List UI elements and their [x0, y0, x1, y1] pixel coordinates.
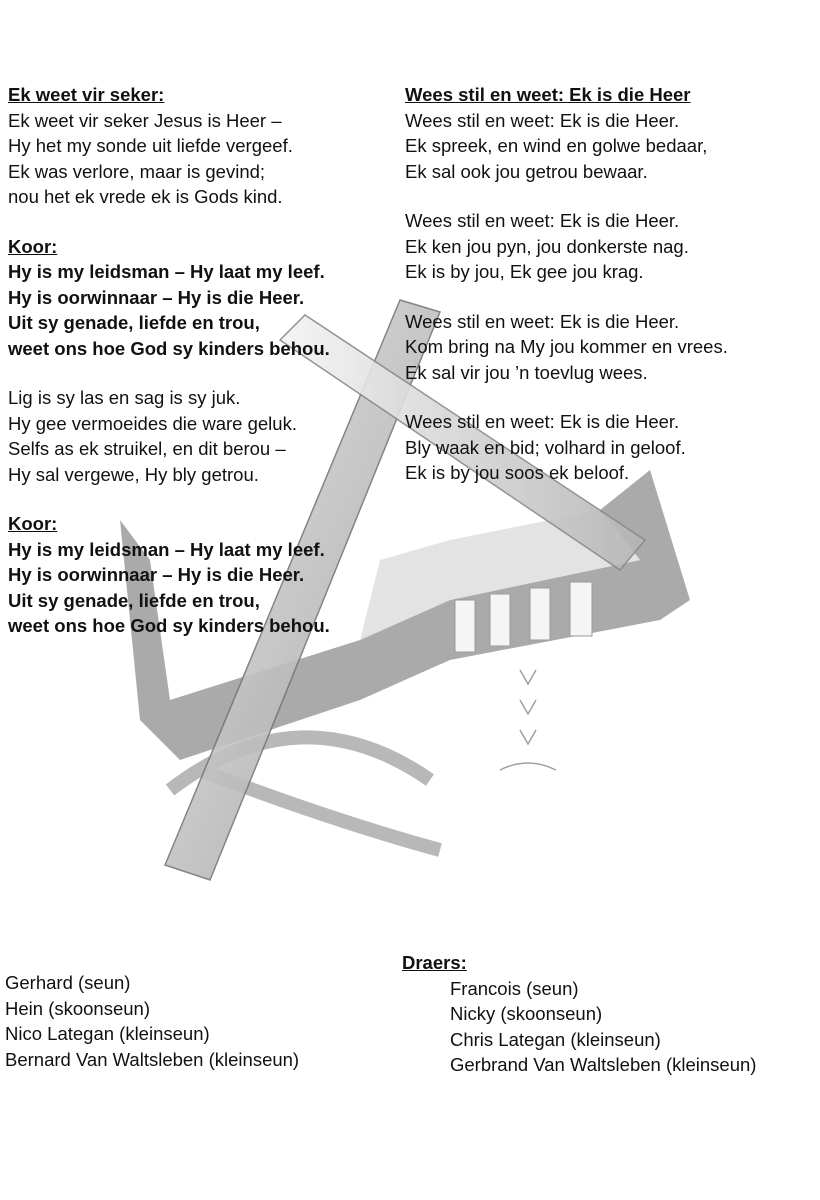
lyric-line: nou het ek vrede ek is Gods kind. — [8, 186, 283, 207]
chorus-line: Uit sy genade, liefde en trou, — [8, 589, 260, 611]
lyric-line: Ek is by jou, Ek gee jou krag. — [405, 261, 644, 282]
lyric-line: Ek weet vir seker Jesus is Heer – — [8, 109, 282, 131]
lyric-line: Ek spreek, en wind en golwe bedaar, — [405, 135, 708, 156]
chorus-line: Hy is my leidsman – Hy laat my leef. — [8, 538, 325, 560]
stanza-2 — [405, 208, 728, 285]
chorus-line: Uit sy genade, liefde en trou, — [8, 312, 260, 333]
chorus-line: weet ons hoe God sy kinders behou. — [8, 615, 330, 636]
verse-1 — [8, 108, 330, 210]
song-title-right: Wees stil en weet: Ek is die Heer — [405, 84, 691, 105]
bearers-title: Draers: — [402, 952, 467, 973]
family-name: Gerhard (seun) — [5, 972, 131, 993]
candle-shape — [455, 600, 475, 652]
lyric-line: Bly waak en bid; volhard in geloof. — [405, 436, 686, 458]
verse-2 — [8, 385, 330, 487]
chorus-line: weet ons hoe God sy kinders behou. — [8, 337, 330, 359]
lyric-line: Ek is by jou soos ek beloof. — [405, 462, 630, 483]
family-name: Nico Lategan (kleinseun) — [5, 1023, 210, 1044]
song-title-left: Ek weet vir seker: — [8, 84, 165, 105]
lyric-line: Ek was verlore, maar is gevind; — [8, 160, 266, 182]
family-name: Hein (skoonseun) — [5, 997, 150, 1019]
left-song — [8, 82, 330, 639]
lyric-line: Hy gee vermoeides die ware geluk. — [8, 412, 297, 434]
lyric-line: Wees stil en weet: Ek is die Heer. — [405, 411, 680, 432]
family-list — [5, 970, 299, 1072]
lyric-line: Ek sal vir jou ’n toevlug wees. — [405, 361, 648, 383]
lyric-line: Wees stil en weet: Ek is die Heer. — [405, 210, 680, 231]
lyric-line: Wees stil en weet: Ek is die Heer. — [405, 109, 680, 131]
chorus-2 — [8, 537, 330, 639]
chorus-label: Koor: — [8, 235, 58, 257]
bearer-name: Chris Lategan (kleinseun) — [450, 1028, 661, 1050]
chorus-line: Hy is oorwinnaar – Hy is die Heer. — [8, 286, 305, 308]
bearers-section — [402, 950, 756, 1078]
chorus-1 — [8, 259, 330, 361]
lyric-line: Wees stil en weet: Ek is die Heer. — [405, 310, 680, 332]
bearer-name: Nicky (skoonseun) — [450, 1003, 603, 1024]
family-name: Bernard Van Waltsleben (kleinseun) — [5, 1048, 300, 1070]
chorus-line: Hy is oorwinnaar – Hy is die Heer. — [8, 564, 305, 585]
stanza-4 — [405, 409, 728, 486]
chorus-line: Hy is my leidsman – Hy laat my leef. — [8, 261, 325, 282]
lyric-line: Ek sal ook jou getrou bewaar. — [405, 160, 648, 182]
bearer-name: Francois (seun) — [450, 977, 579, 999]
bearers-list — [402, 976, 756, 1078]
lyric-line: Lig is sy las en sag is sy juk. — [8, 387, 241, 408]
stanza-1 — [405, 108, 728, 185]
stanza-3 — [405, 309, 728, 386]
lyric-line: Hy het my sonde uit liefde vergeef. — [8, 135, 293, 156]
chorus-label: Koor: — [8, 513, 58, 534]
bearer-name: Gerbrand Van Waltsleben (kleinseun) — [450, 1054, 757, 1075]
right-song — [405, 82, 728, 486]
lyric-line: Ek ken jou pyn, jou donkerste nag. — [405, 235, 689, 257]
lyric-line: Kom bring na My jou kommer en vrees. — [405, 336, 728, 357]
lyric-line: Hy sal vergewe, Hy bly getrou. — [8, 463, 259, 485]
lyric-line: Selfs as ek struikel, en dit berou – — [8, 438, 286, 459]
